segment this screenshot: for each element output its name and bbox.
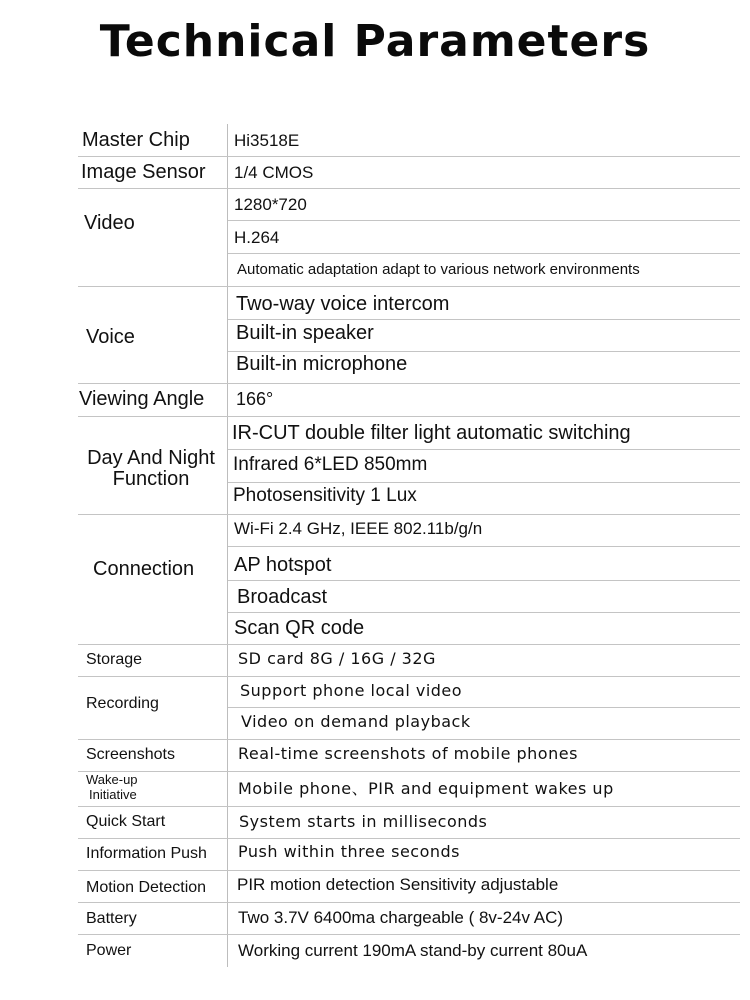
value-photosensitivity: Photosensitivity 1 Lux (233, 485, 417, 506)
value-ap-hotspot: AP hotspot (234, 554, 332, 576)
label-screenshots: Screenshots (86, 746, 175, 763)
value-video-adaptation: Automatic adaptation adapt to various network environments (237, 261, 640, 278)
value-motion-detection: PIR motion detection Sensitivity adjustable (237, 875, 559, 894)
row-divider (78, 644, 740, 645)
row-divider (228, 707, 740, 708)
row-divider (228, 482, 740, 483)
value-wifi: Wi-Fi 2.4 GHz, IEEE 802.11b/g/n (234, 519, 483, 538)
label-connection: Connection (93, 558, 195, 580)
value-ir-cut: IR-CUT double filter light automatic switching (232, 422, 631, 444)
label-motion-detection: Motion Detection (86, 879, 207, 896)
row-divider (228, 546, 740, 547)
label-day-night-line1: Day And Night (87, 447, 215, 469)
value-video-codec: H.264 (234, 228, 280, 247)
row-divider (78, 416, 740, 417)
label-voice: Voice (86, 326, 135, 348)
row-divider (228, 612, 740, 613)
label-master-chip: Master Chip (82, 129, 190, 151)
row-divider (228, 319, 740, 320)
label-wakeup-line1: Wake-up (86, 772, 138, 787)
label-image-sensor: Image Sensor (81, 161, 206, 183)
value-recording-local: Support phone local video (240, 681, 463, 700)
label-viewing-angle: Viewing Angle (79, 388, 205, 410)
label-quick-start: Quick Start (86, 813, 166, 830)
label-battery: Battery (86, 910, 137, 927)
row-divider (78, 739, 740, 740)
value-information-push: Push within three seconds (238, 842, 460, 861)
value-quick-start: System starts in milliseconds (239, 812, 488, 831)
label-wakeup-line2: Initiative (89, 787, 137, 802)
row-divider (78, 771, 740, 772)
value-scan-qr: Scan QR code (234, 617, 365, 639)
row-divider (78, 156, 740, 157)
value-screenshots: Real-time screenshots of mobile phones (238, 744, 578, 763)
row-divider (228, 253, 740, 254)
row-divider (228, 351, 740, 352)
label-recording: Recording (86, 695, 159, 712)
label-storage: Storage (86, 651, 143, 668)
value-infrared: Infrared 6*LED 850mm (233, 454, 428, 475)
value-master-chip: Hi3518E (234, 131, 300, 150)
row-divider (78, 188, 740, 189)
value-video-resolution: 1280*720 (234, 195, 307, 214)
row-divider (78, 514, 740, 515)
label-day-night-line2: Function (112, 468, 190, 490)
row-divider (78, 838, 740, 839)
row-divider (78, 870, 740, 871)
value-voice-speaker: Built-in speaker (236, 322, 374, 344)
label-video: Video (84, 212, 135, 234)
row-divider (78, 902, 740, 903)
row-divider (78, 286, 740, 287)
value-voice-intercom: Two-way voice intercom (236, 293, 450, 315)
row-divider (228, 220, 740, 221)
value-viewing-angle: 166° (236, 389, 274, 409)
value-broadcast: Broadcast (237, 586, 328, 608)
row-divider (228, 580, 740, 581)
value-storage: SD card 8G / 16G / 32G (238, 649, 436, 668)
value-voice-microphone: Built-in microphone (236, 353, 408, 375)
row-divider (78, 806, 740, 807)
row-divider (228, 449, 740, 450)
row-divider (78, 934, 740, 935)
label-information-push: Information Push (86, 845, 207, 862)
row-divider (78, 676, 740, 677)
label-power: Power (86, 942, 132, 959)
row-divider (78, 383, 740, 384)
page-title: Technical Parameters (99, 16, 651, 67)
value-battery: Two 3.7V 6400ma chargeable ( 8v-24v AC) (238, 908, 564, 927)
value-wakeup: Mobile phone、PIR and equipment wakes up (238, 779, 614, 798)
value-recording-playback: Video on demand playback (241, 712, 471, 731)
value-image-sensor: 1/4 CMOS (234, 163, 314, 182)
value-power: Working current 190mA stand-by current 80uA (238, 941, 588, 960)
